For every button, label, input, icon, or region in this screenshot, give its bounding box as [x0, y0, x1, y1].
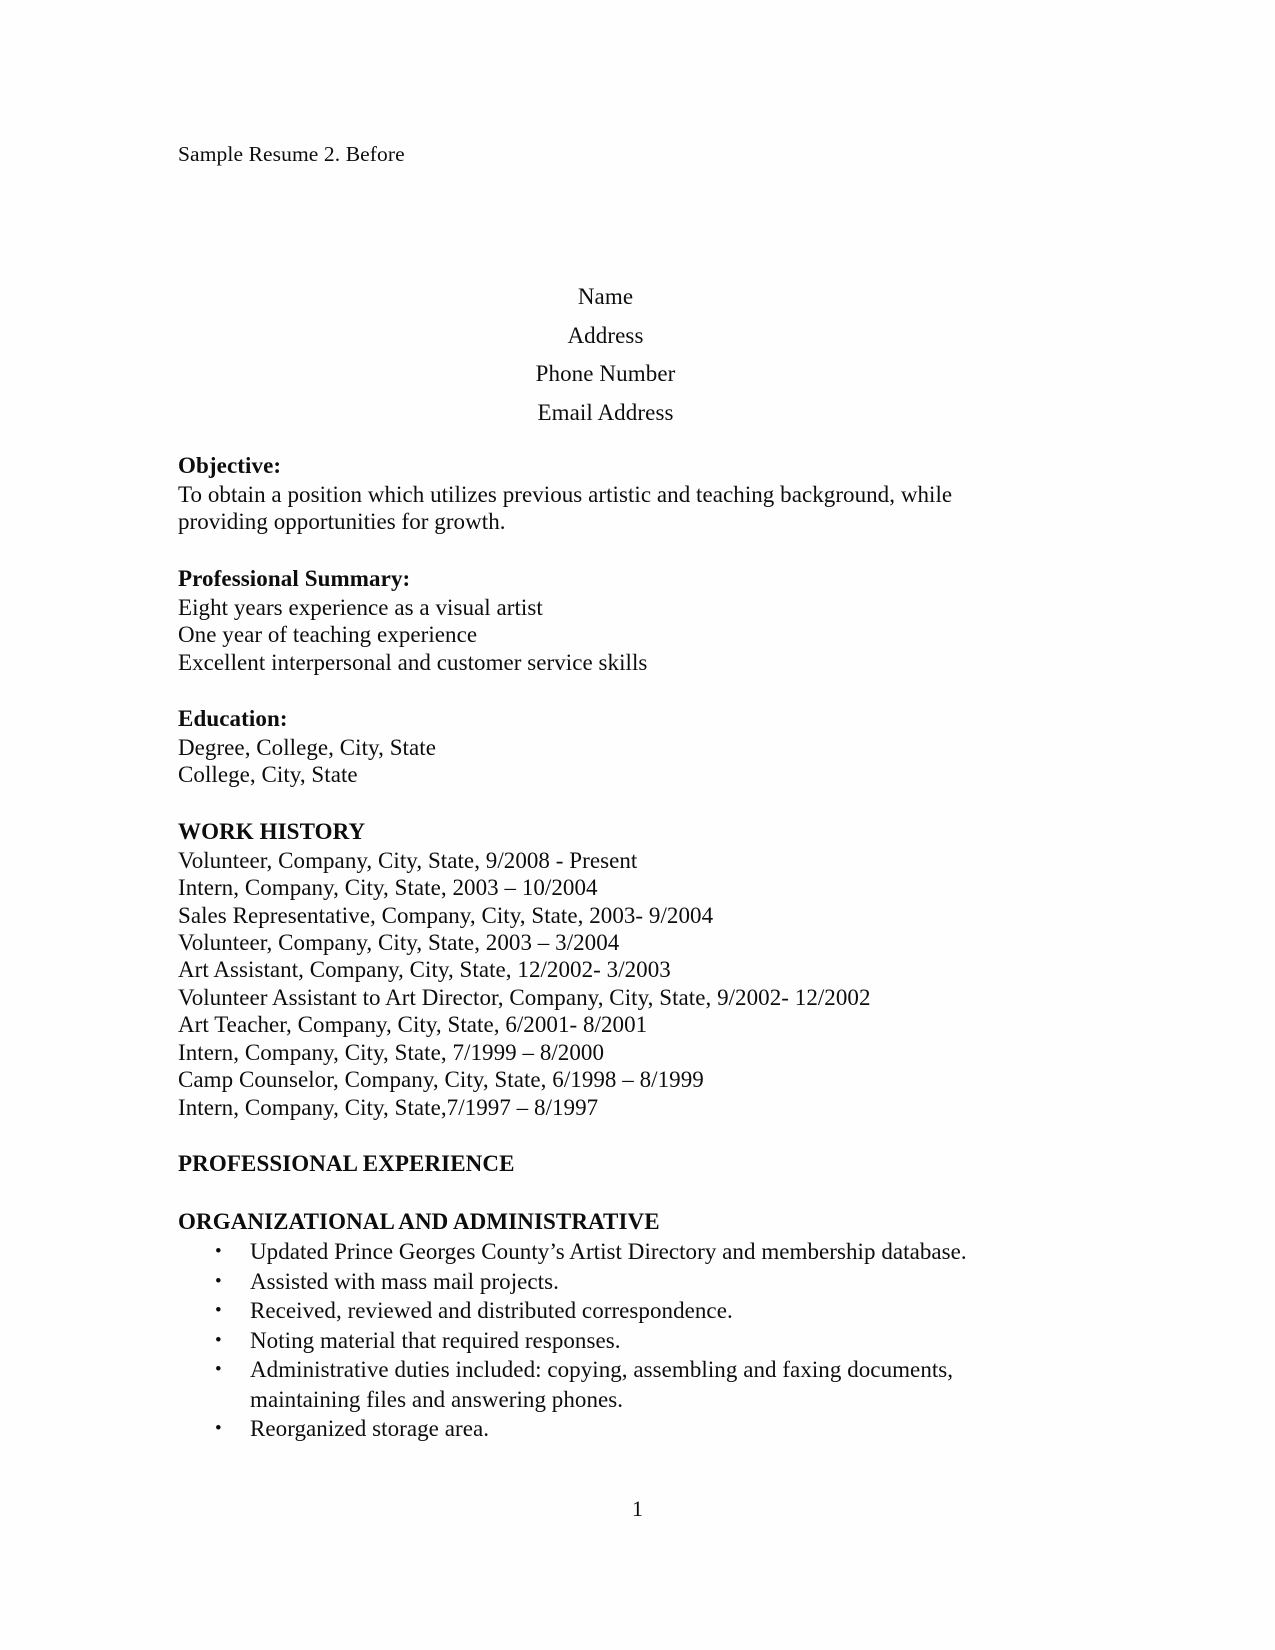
section-professional-experience	[178, 1148, 1048, 1179]
work-history-entry: Intern, Company, City, State,7/1997 – 8/1997	[178, 1094, 599, 1120]
contact-name: Name	[577, 284, 634, 309]
bullet-icon: •	[215, 1418, 222, 1440]
education-line: Degree, College, City, State	[178, 735, 436, 761]
section-objective	[178, 450, 1048, 536]
section-spacer	[178, 1121, 1048, 1148]
work-history-entry: Volunteer, Company, City, State, 2003 – 3/2004	[178, 930, 620, 956]
contact-header-block	[178, 278, 1033, 432]
contact-phone: Phone Number	[535, 361, 676, 387]
section-education	[178, 703, 1048, 789]
professional-summary-line: One year of teaching experience	[178, 622, 478, 648]
education-heading: Education:	[178, 706, 288, 732]
work-history-entry: Camp Counselor, Company, City, State, 6/1998 – 8/1999	[178, 1067, 704, 1093]
professional-summary-line: Excellent interpersonal and customer service skills	[178, 649, 648, 675]
bullet-icon: •	[215, 1329, 222, 1351]
section-professional-summary	[178, 563, 1048, 676]
section-work-history	[178, 816, 1048, 1121]
list-item	[178, 1237, 1060, 1267]
professional-summary-heading: Professional Summary:	[178, 565, 411, 591]
list-item	[178, 1296, 1060, 1326]
work-history-entry: Art Assistant, Company, City, State, 12/2002- 3/2003	[178, 957, 671, 983]
section-spacer	[178, 676, 1048, 703]
list-item	[178, 1326, 1060, 1356]
education-line: College, City, State	[178, 762, 358, 788]
document-caption: Sample Resume 2. Before	[178, 142, 405, 166]
section-spacer	[178, 1179, 1048, 1206]
bullet-icon: •	[215, 1300, 222, 1322]
list-item-text: Updated Prince Georges County’s Artist Directory and membership database.	[250, 1238, 967, 1264]
objective-heading: Objective:	[178, 453, 282, 478]
section-spacer	[178, 789, 1048, 816]
list-item-text: Reorganized storage area.	[250, 1416, 490, 1442]
organizational-administrative-heading: ORGANIZATIONAL AND ADMINISTRATIVE	[178, 1208, 660, 1234]
work-history-entry: Volunteer Assistant to Art Director, Company, City, State, 9/2002- 12/2002	[178, 984, 871, 1010]
list-item-text: Assisted with mass mail projects.	[250, 1268, 559, 1294]
work-history-entry: Volunteer, Company, City, State, 9/2008 - Present	[178, 847, 638, 873]
work-history-entry: Intern, Company, City, State, 7/1999 – 8/2000	[178, 1039, 605, 1065]
work-history-entry: Intern, Company, City, State, 2003 – 10/2004	[178, 875, 598, 901]
organizational-administrative-bullet-list	[178, 1237, 1048, 1444]
list-item-text: Noting material that required responses.	[250, 1327, 621, 1353]
objective-text: To obtain a position which utilizes previous artistic and teaching background, while providing opportunities for growth.	[178, 482, 953, 535]
work-history-heading: WORK HISTORY	[178, 818, 366, 844]
bullet-icon: •	[215, 1270, 222, 1292]
section-spacer	[178, 536, 1048, 563]
professional-experience-heading: PROFESSIONAL EXPERIENCE	[178, 1150, 515, 1176]
professional-summary-line: Eight years experience as a visual artist	[178, 594, 543, 620]
page-number: 1	[632, 1496, 643, 1521]
bullet-icon: •	[215, 1240, 222, 1262]
list-item	[178, 1355, 1060, 1414]
bullet-icon: •	[215, 1359, 222, 1381]
contact-address: Address	[567, 322, 644, 348]
resume-body	[178, 450, 1048, 1444]
list-item-text: Received, reviewed and distributed correspondence.	[250, 1298, 733, 1324]
subsection-organizational-administrative	[178, 1206, 1048, 1444]
list-item	[178, 1267, 1060, 1297]
list-item-text: Administrative duties included: copying, assembling and faxing documents, maintaining files and answering phones.	[250, 1357, 954, 1412]
work-history-entry: Art Teacher, Company, City, State, 6/2001- 8/2001	[178, 1012, 648, 1038]
work-history-entry: Sales Representative, Company, City, State, 2003- 9/2004	[178, 902, 714, 928]
contact-email: Email Address	[537, 399, 674, 425]
list-item	[178, 1414, 1060, 1444]
